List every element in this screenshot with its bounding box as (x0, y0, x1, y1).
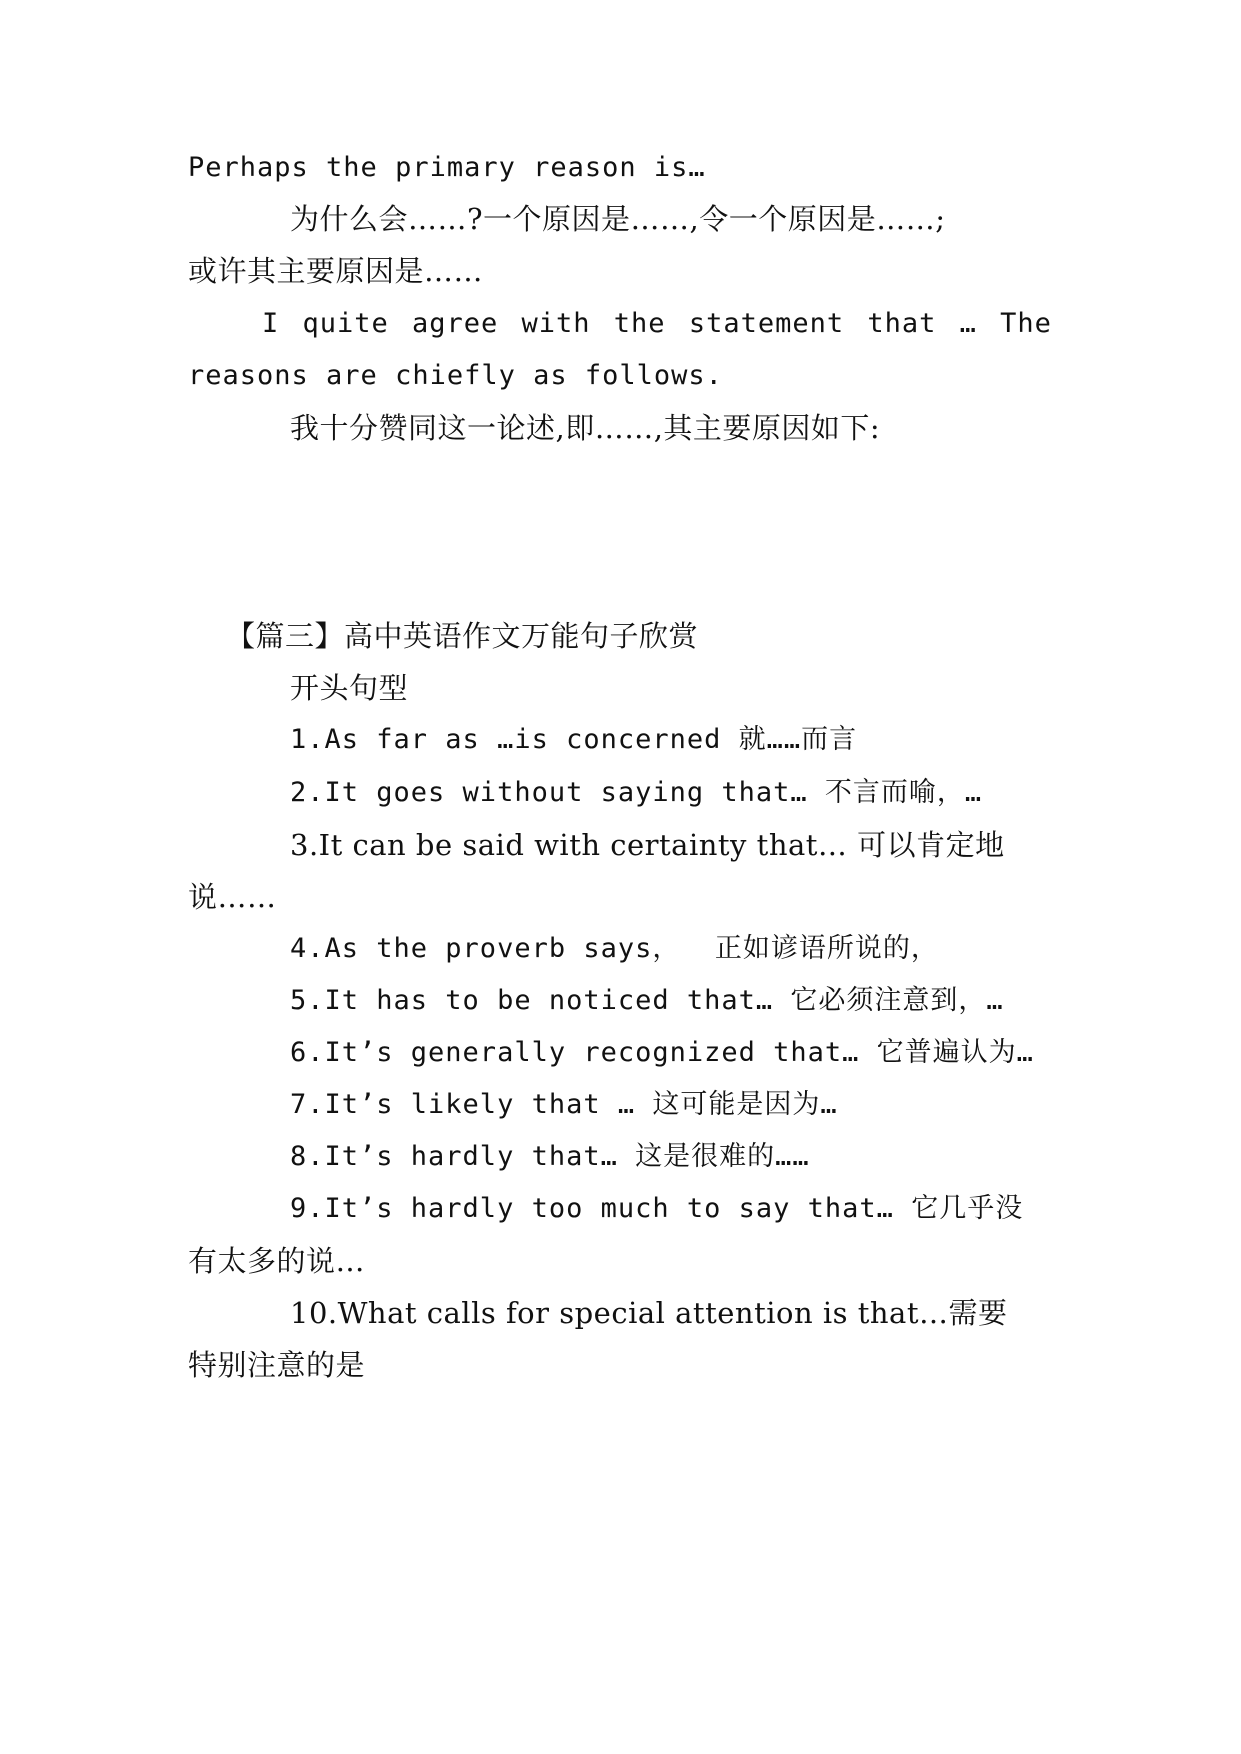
list-item: 3.It can be said with certainty that… 可以肯定地 (290, 828, 1005, 862)
word: statement (688, 308, 845, 339)
text-line: Perhaps the primary reason is… (188, 152, 706, 183)
section-heading: 【篇三】高中英语作文万能句子欣赏 (226, 619, 699, 653)
text-line: 或许其主要原因是…… (188, 254, 484, 288)
list-item: 6.It’s generally recognized that… 它普遍认为… (290, 1037, 1034, 1068)
word: I (262, 308, 280, 339)
list-item: 4.As the proverb says， 正如谚语所说的， (290, 933, 939, 964)
list-item: 9.It’s hardly too much to say that… 它几乎没 (290, 1193, 1024, 1224)
text-line: reasons are chiefly as follows. (188, 360, 723, 391)
list-item: 2.It goes without saying that… 不言而喻，… (290, 777, 983, 808)
word: the (613, 308, 666, 339)
text-line: 我十分赞同这一论述,即……,其主要原因如下: (290, 411, 881, 445)
list-item-continuation: 有太多的说… (188, 1244, 366, 1278)
list-item: 7.It’s likely that … 这可能是因为… (290, 1089, 838, 1120)
subheading: 开头句型 (290, 671, 409, 705)
list-item: 5.It has to be noticed that… 它必须注意到，… (290, 985, 1004, 1016)
word: The (1000, 308, 1052, 339)
word: … (959, 308, 977, 339)
text-line (262, 304, 1052, 344)
word: agree (412, 308, 499, 339)
word: that (867, 308, 937, 339)
word: quite (302, 308, 389, 339)
list-item: 1.As far as …is concerned 就……而言 (290, 724, 858, 755)
word: with (521, 308, 591, 339)
list-item-continuation: 说…… (188, 880, 277, 914)
list-item: 10.What calls for special attention is that…需要 (290, 1296, 1008, 1330)
text-line: 为什么会……?一个原因是……,令一个原因是……; (290, 202, 946, 236)
list-item: 8.It’s hardly that… 这是很难的…… (290, 1141, 810, 1172)
list-item-continuation: 特别注意的是 (188, 1348, 366, 1382)
